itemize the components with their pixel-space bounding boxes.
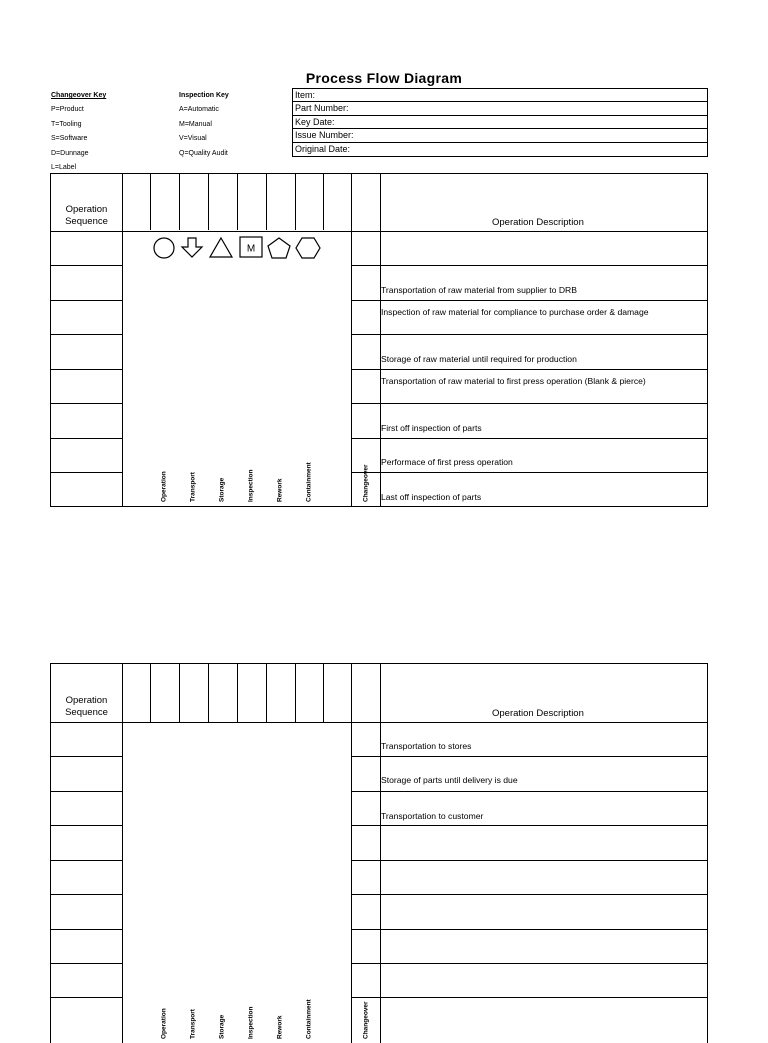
inspection-key bbox=[179, 89, 229, 161]
hexagon-icon bbox=[295, 236, 323, 260]
changeover-key-item: T=Tooling bbox=[51, 120, 82, 128]
operation-description-header: Operation Description bbox=[492, 708, 584, 719]
col-header-transport: Transport bbox=[189, 1009, 197, 1039]
changeover-key-item: D=Dunnage bbox=[51, 149, 89, 157]
inspection-key-item: Q=Quality Audit bbox=[179, 149, 228, 157]
table1-row-description: First off inspection of parts bbox=[381, 423, 482, 433]
original-date-field[interactable]: Original Date: bbox=[295, 143, 351, 154]
col-header-inspection: Inspection bbox=[247, 469, 255, 502]
col-header-changeover: Changeover bbox=[362, 464, 370, 502]
table1-row-description: Transportation of raw material from supplier to DRB bbox=[381, 285, 577, 295]
col-header-storage: Storage bbox=[218, 477, 226, 502]
circle-icon bbox=[152, 236, 178, 260]
col-header-rework: Rework bbox=[276, 1015, 284, 1039]
pentagon-icon bbox=[267, 236, 293, 260]
changeover-key-heading: Changeover Key bbox=[51, 92, 107, 99]
inspection-key-item: A=Automatic bbox=[179, 106, 219, 114]
col-header-changeover: Changeover bbox=[362, 1001, 370, 1039]
inspection-key-heading: Inspection Key bbox=[179, 92, 229, 99]
inspection-symbol-label: M bbox=[246, 243, 256, 255]
table1-row-description: Performace of first press operation bbox=[381, 457, 513, 467]
key-date-field[interactable]: Key Date: bbox=[293, 116, 707, 129]
operation-description-header: Operation Description bbox=[492, 217, 584, 228]
col-header-operation: Operation bbox=[160, 471, 168, 502]
issue-number-field[interactable]: Issue Number: bbox=[293, 129, 707, 142]
col-header-containment: Containment bbox=[305, 462, 313, 502]
col-header-containment: Containment bbox=[305, 999, 313, 1039]
table1-row-description: Inspection of raw material for compliance to purchase order & damage bbox=[381, 307, 649, 317]
table2-row-description: Transportation to stores bbox=[381, 741, 472, 751]
col-header-storage: Storage bbox=[218, 1014, 226, 1039]
changeover-key bbox=[51, 89, 106, 175]
info-box bbox=[292, 88, 708, 157]
table2-row-description: Transportation to customer bbox=[381, 811, 484, 821]
process-table-2 bbox=[50, 663, 708, 1043]
col-header-transport: Transport bbox=[189, 472, 197, 502]
table2-row-description: Storage of parts until delivery is due bbox=[381, 775, 518, 785]
operation-sequence-header: Operation Sequence bbox=[65, 204, 108, 227]
table1-row-description: Last off inspection of parts bbox=[381, 492, 482, 502]
arrow-down-icon bbox=[180, 236, 206, 260]
inspection-key-item: V=Visual bbox=[179, 135, 207, 143]
col-header-operation: Operation bbox=[160, 1008, 168, 1039]
operation-sequence-header: Operation Sequence bbox=[65, 695, 108, 718]
square-icon bbox=[239, 236, 265, 260]
col-header-inspection: Inspection bbox=[247, 1006, 255, 1039]
item-field[interactable]: Item: bbox=[293, 89, 707, 102]
part-number-field[interactable]: Part Number: bbox=[293, 102, 707, 115]
inspection-key-item: M=Manual bbox=[179, 120, 212, 128]
table1-row-description: Transportation of raw material to first press operation (Blank & pierce) bbox=[381, 376, 646, 386]
col-header-rework: Rework bbox=[276, 478, 284, 502]
page-title: Process Flow Diagram bbox=[305, 70, 463, 86]
changeover-key-item: L=Label bbox=[51, 164, 77, 172]
changeover-key-item: S=Software bbox=[51, 135, 88, 143]
table1-row-description: Storage of raw material until required for production bbox=[381, 354, 577, 364]
triangle-icon bbox=[209, 236, 235, 260]
changeover-key-item: P=Product bbox=[51, 106, 84, 114]
